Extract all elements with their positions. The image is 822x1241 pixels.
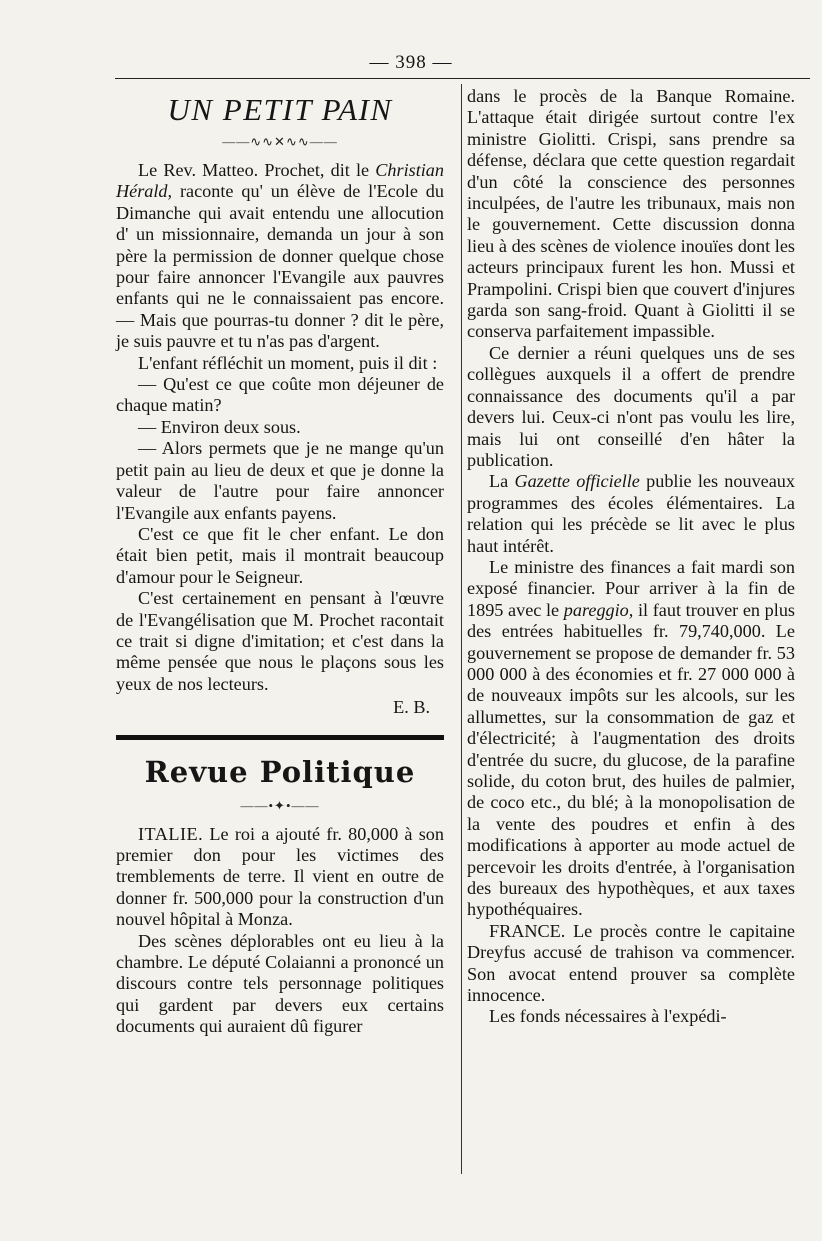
paragraph: Le Rev. Matteo. Prochet, dit le Christian Hérald, raconte qu' un élève de l'Ecole du Dimanche qui avait entendu une allocution d' un missionnaire, demanda un jour à son père la permission de donner quelque chose pour faire annoncer l'Evangile aux pauvres enfants qui ne le connaissaient pas encore. — Mais que pourras-tu donner ? dit le père, je suis pauvre et tu n'as pas d'argent. — [116, 160, 444, 352]
author-signature: E. B. — [393, 697, 430, 718]
paragraph: La Gazette officielle publie les nouveaux programmes des écoles élémentaires. La relation qui les précède se lit avec le plus haut intérêt. — [467, 471, 795, 556]
paragraph: Le ministre des finances a fait mardi son exposé financier. Pour arriver à la fin de 1895 avec le pareggio, il faut trouver en plus des entrées habituelles fr. 79,740,000. Le gouvernement se propose de demander fr. 53 000 000 à des économies et fr. 27 000 000 à de nouveaux impôts sur les alcools, sur les allumettes, sur la consommation de gaz et d'électricité; à l'augmentation des droits d'entrée du sucre, du glucose, de la parafine solide, du coton brut, des huiles de palmier, de coco etc., du blé; à la monopolisation de la vente des poudres et enfin à des modifications à apporter au mode actuel de percevoir les droits d'entrée, à l'organisation des bureaux des hypothèques, et aux taxes hypothéquaires. — [467, 556, 795, 920]
publication-name: Christian Hérald, — [116, 160, 444, 202]
paragraph: dans le procès de la Banque Romaine. L'attaque était dirigée surtout contre l'ex ministre Giolitti. Crispi, sans prendre sa défense, déclara que cette question regardait d'un côté la conscience des personnes inculpées, de l'autre les tribunaux, mais non le gouvernement. Cette discussion donna lieu à des scènes de violence inouïes dont les acteurs principaux furent les hon. Mussi et Prampolini. Crispi bien que couvert d'injures garda son sang-froid. Quant à Giolitti il se conserva parfaitement impassible. — [467, 86, 795, 342]
paragraph: FRANCE. Le procès contre le capitaine Dreyfus accusé de trahison va commencer. Son avocat entend prouver sa complète innocence. — [467, 920, 795, 1006]
paragraph: — Environ deux sous. — [138, 416, 301, 437]
paragraph: C'est ce que fit le cher enfant. Le don était bien petit, mais il montrait beaucoup d'amour pour le Seigneur. — [116, 523, 444, 587]
paragraph: — Alors permets que je ne mange qu'un petit pain au lieu de deux et que je donne la valeur de l'autre pour faire annoncer l'Evangile aux enfants payens. — [116, 438, 444, 523]
paragraph: — Qu'est ce que coûte mon déjeuner de chaque matin? — [116, 374, 444, 416]
article-title-revue-politique: Revue Politique — [144, 754, 416, 789]
left-column — [116, 86, 444, 1038]
article-title-un-petit-pain: UN PETIT PAIN — [167, 92, 393, 127]
page-number: — 398 — — [369, 52, 453, 73]
paragraph: Les fonds nécessaires à l'expédi- — [489, 1006, 727, 1027]
publication-name: Gazette officielle — [514, 471, 640, 492]
paragraph: ITALIE. Le roi a ajouté fr. 80,000 à son premier don pour les victimes des tremblements de terre. Il vient en outre de donner fr. 500,000 pour la construction d'un nouvel hôpital à Monza. — [116, 823, 444, 930]
paragraph: L'enfant réfléchit un moment, puis il dit : — [138, 352, 438, 373]
paragraph: Ce dernier a réuni quelques uns de ses collègues auxquels il a offert de prendre connaissance des documents qu'il a par devers lui. Ceux-ci n'ont pas voulu les lire, mais lui ont conseillé d'en hâter la publication. — [467, 342, 795, 470]
title-ornament: ——•✦•—— — [240, 797, 320, 813]
title-ornament: ——∿∿✕∿∿—— — [222, 134, 338, 149]
column-divider — [461, 84, 462, 1174]
paragraph: C'est certainement en pensant à l'œuvre de l'Evangélisation que M. Prochet racontait ce trait si digne d'imitation; et c'est dans la même pensée que nous le plaçons sous les yeux de nos lecteurs. — [116, 588, 444, 694]
section-rule — [116, 735, 444, 740]
right-column — [467, 86, 795, 1028]
italian-term: pareggio, — [563, 599, 634, 620]
paragraph: Des scènes déplorables ont eu lieu à la chambre. Le député Colaianni a prononcé un discours contre tels personnage politiques qui gardent par devers eux certains documents qui auraient dû figurer — [116, 930, 444, 1037]
header-rule — [115, 78, 810, 79]
country-label: ITALIE. — [138, 823, 204, 844]
